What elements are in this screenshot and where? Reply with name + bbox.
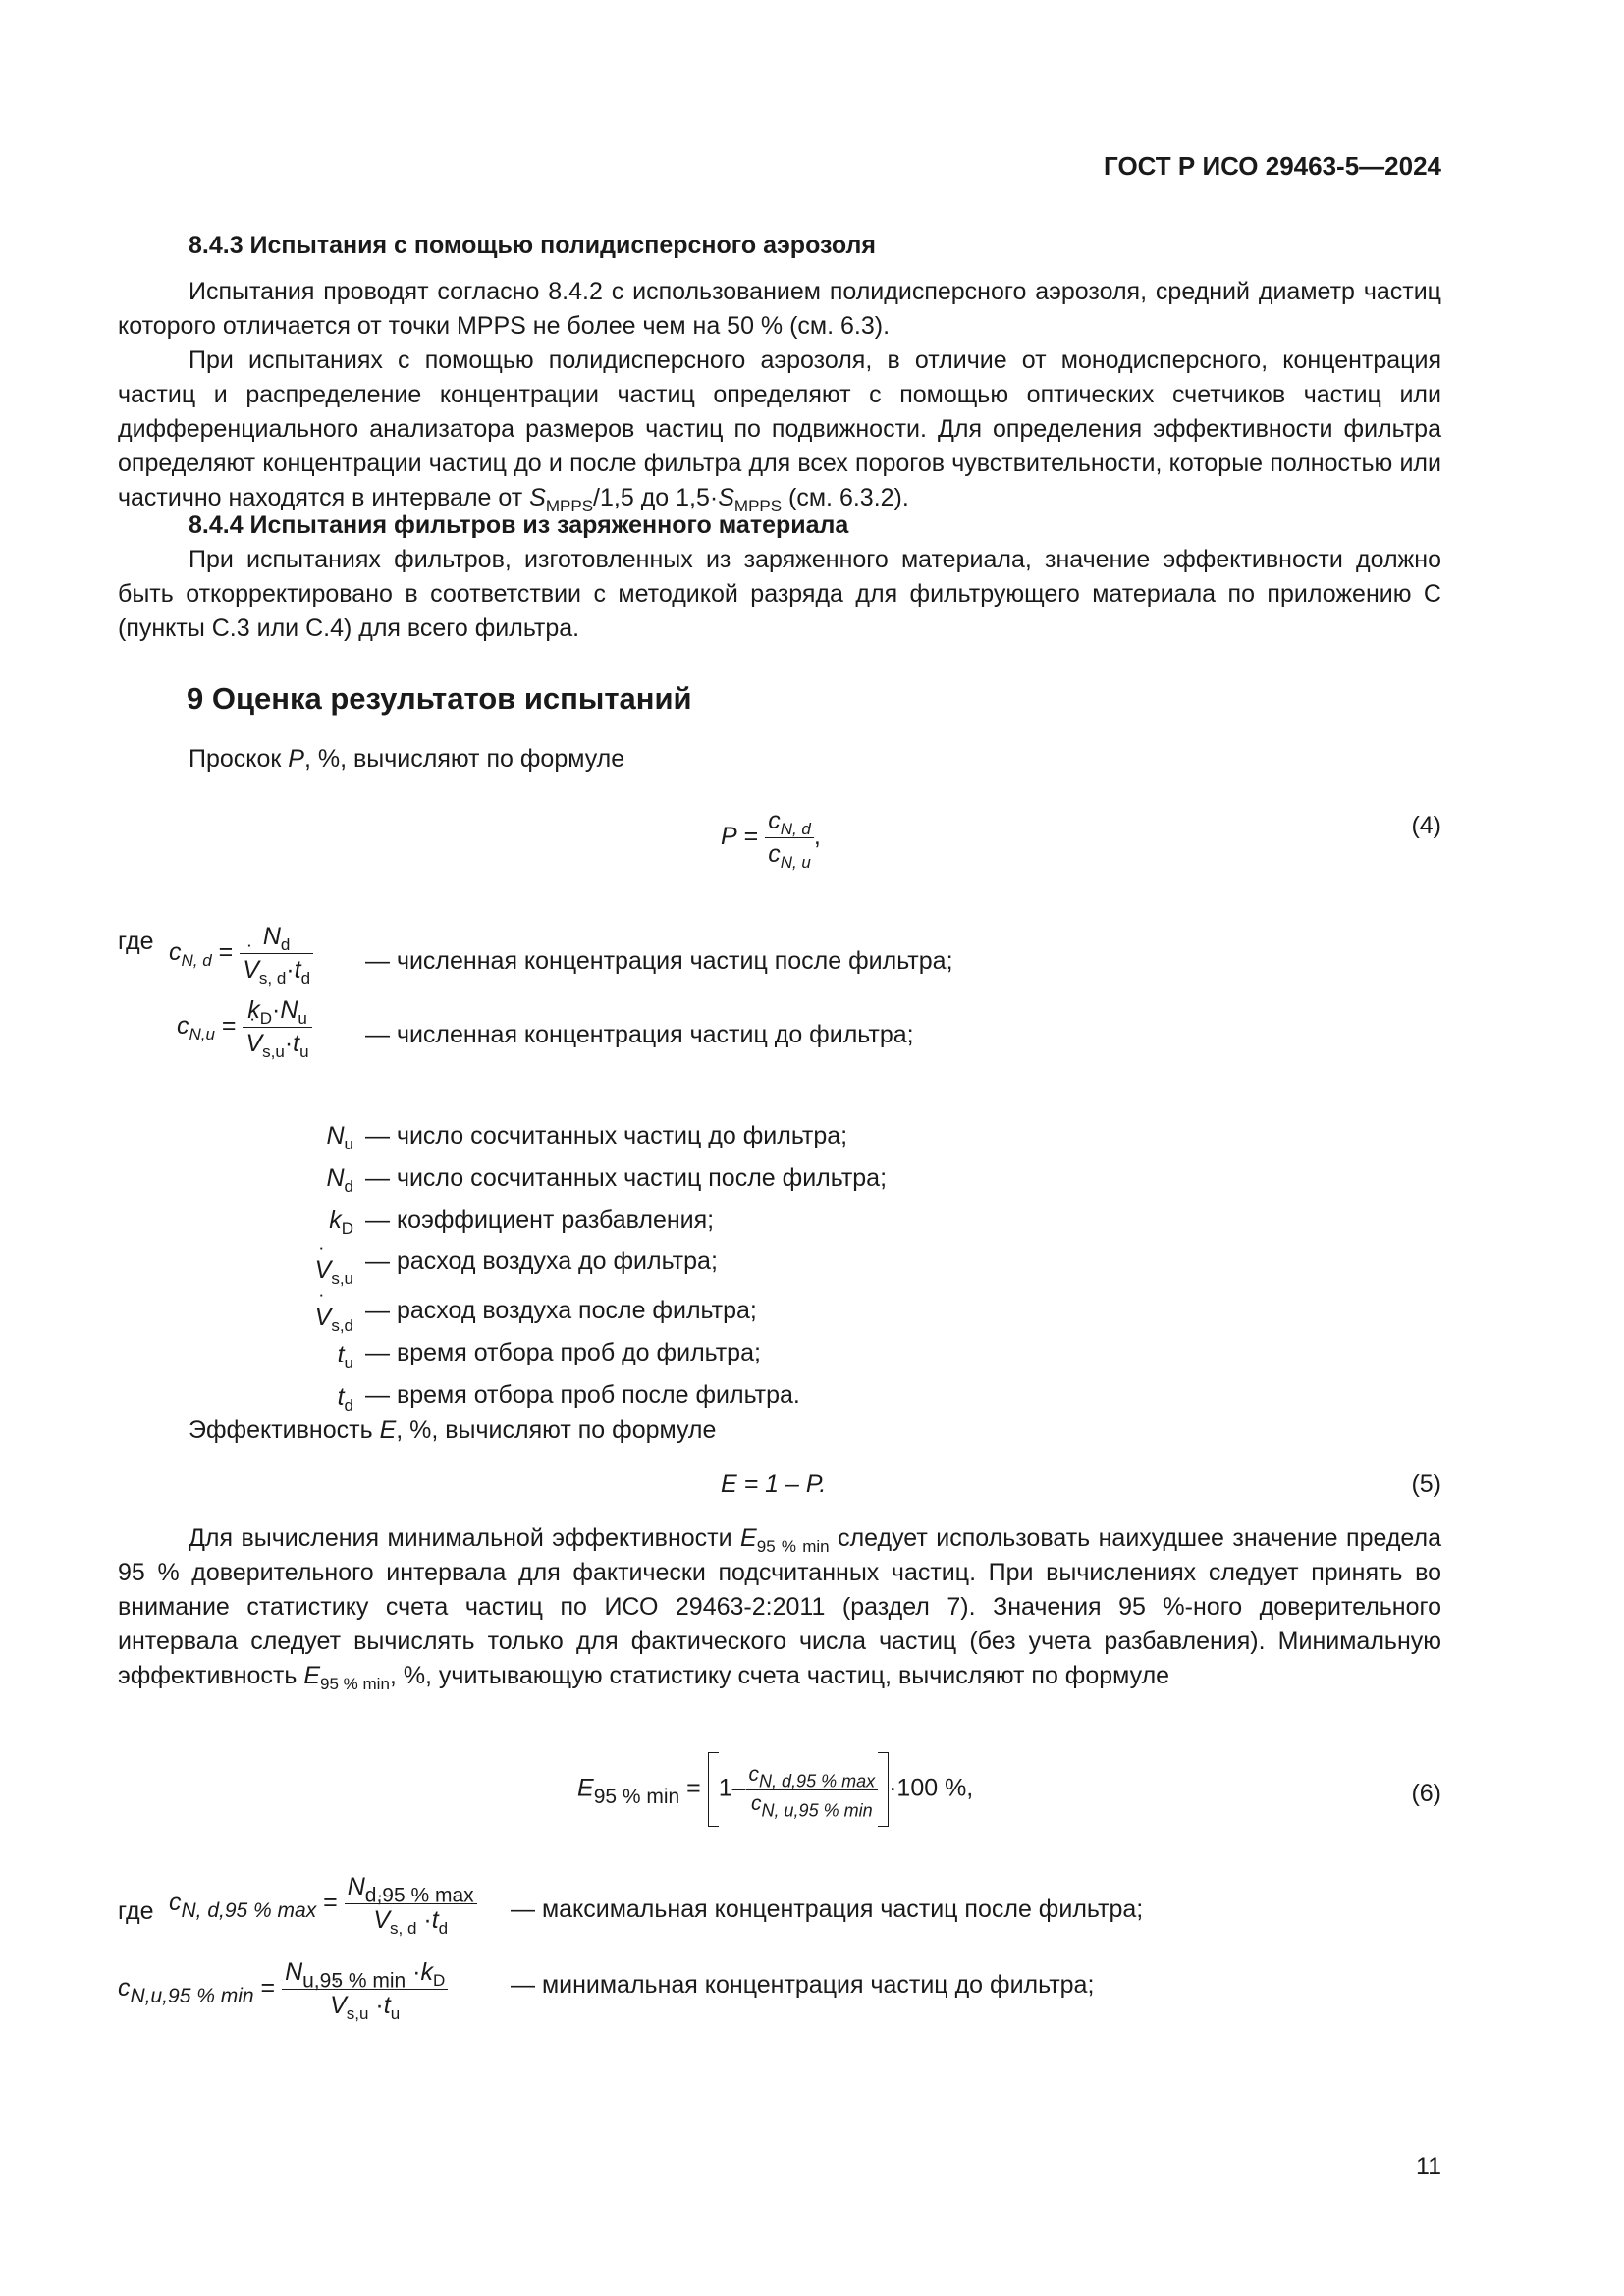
def-concentration-after: $c_{N, d}$ = $N_d$ ˙ $V_{s, d}\cdot t_d$ — [169, 923, 313, 985]
def-max-concentration: $c_{N, d,95 \% max}$ = $N_{d,95 \% max}$ ˙ $V_{s, d} \cdot t_d$ — [169, 1873, 477, 1935]
paragraph: При испытаниях фильтров, изготовленных из заряженного материала, значение эффективности должно быть откорректировано в соответствии с методикой разряда для фильтрующего материала по приложению С (пункты С.3 или С.4) для всего фильтра. — [118, 546, 1441, 642]
definition-row: $N_d$ — [326, 1164, 353, 1196]
efficiency-intro: Эффективность E, %, вычисляют по формуле — [189, 1416, 717, 1444]
min-efficiency-paragraph: Для вычисления минимальной эффективности $E_{95 \% min}$ следует использовать наихудшее значение предела 95 % доверительного интервала для фактически подсчитанных частиц. При вычислениях следует принять во внимание статистику счета частиц по ИСО 29463-2:2011 (раздел 7). Значения 95 %-ного доверительного интервала следует вычислять только для фактического числа частиц (без учета разбавления). Минимальную эффективность $E_{95 \% min}$, %, учитывающую статистику счета частиц, вычисляют по формуле — [118, 1524, 1441, 1693]
equation-4: P = $\frac{c_{N, d}}{c_{N, u}}$ , — [721, 807, 821, 872]
equation-4-number: (4) — [1411, 812, 1441, 839]
equation-6: $E_{95 \% min} = 1-$ $\frac{c_{N, d,95 \% max}}{c_{N, u,95 \% min}}$ ·100 %, — [577, 1752, 973, 1827]
definition-row: $k_D$ — [329, 1206, 353, 1238]
def-concentration-before-text: — численная концентрация частиц до фильтра; — [365, 1021, 914, 1048]
breakthrough-intro: Проскок P, %, вычисляют по формуле — [189, 745, 625, 773]
definition-text: — расход воздуха до фильтра; — [365, 1248, 718, 1275]
equation-4-fraction: $\frac{c_{N, d}}{c_{N, u}}$ — [765, 807, 814, 869]
where-label: где — [118, 928, 154, 955]
right-bracket — [878, 1752, 889, 1827]
section-8-4-3-title: 8.4.3 Испытания с помощью полидисперсного аэрозоля — [189, 232, 876, 259]
equation-5: E = 1 – P. — [721, 1470, 827, 1498]
section-9-title: 9 Оценка результатов испытаний — [187, 681, 692, 716]
definition-text: — число сосчитанных частиц до фильтра; — [365, 1122, 848, 1149]
equation-5-number: (5) — [1411, 1470, 1441, 1498]
def-concentration-before: $c_{N,u}$ = $k_D\cdot N_u$ ˙ $V_{s,u}\cdot t_u$ — [177, 996, 312, 1058]
paragraph: Испытания проводят согласно 8.4.2 с использованием полидисперсного аэрозоля, средний диаметр частиц которого отличается от точки MPPS не более чем на 50 % (см. 6.3). — [118, 278, 1441, 340]
equation-6-number: (6) — [1411, 1780, 1441, 1807]
definition-row: ˙ $V_{s,u}$ — [0, 1254, 353, 1289]
def-min-concentration-text: — минимальная концентрация частиц до фильтра; — [511, 1971, 1095, 1999]
definition-text: — расход воздуха после фильтра; — [365, 1297, 757, 1324]
def-min-concentration: $c_{N,u,95 \% min}$ = $N_{u,95 \% min} \cdot k_D$ ˙ $V_{s,u} \cdot t_u$ — [118, 1958, 448, 2020]
section-8-4-4-body — [118, 543, 1441, 646]
paragraph: При испытаниях с помощью полидисперсного аэрозоля, в отличие от монодисперсного, концентрация частиц и распределение концентрации частиц определяют с помощью оптических счетчиков частиц или дифференциального анализатора размеров частиц по подвижности. Для определения эффективности фильтра определяют концентрации частиц до и после фильтра для всех порогов чувствительности, которые полностью или частично находятся в интервале от $S_{MPPS}/1,5$ до $1,5\cdot S_{MPPS}$ (см. 6.3.2). — [118, 347, 1441, 515]
def-max-concentration-text: — максимальная концентрация частиц после фильтра; — [511, 1896, 1144, 1923]
section-8-4-3-body — [118, 275, 1441, 515]
definition-row: ˙ $V_{s,d}$ — [0, 1301, 353, 1336]
section-8-4-4-title: 8.4.4 Испытания фильтров из заряженного материала — [189, 511, 849, 539]
left-bracket — [708, 1752, 719, 1827]
definition-text: — число сосчитанных частиц после фильтра; — [365, 1164, 888, 1192]
definition-text: — коэффициент разбавления; — [365, 1206, 715, 1234]
definition-row: $t_u$ — [337, 1341, 353, 1372]
definition-text: — время отбора проб до фильтра; — [365, 1339, 761, 1366]
def-concentration-after-text: — численная концентрация частиц после фильтра; — [365, 947, 953, 975]
definition-text: — время отбора проб после фильтра. — [365, 1381, 800, 1409]
definition-row: $t_d$ — [337, 1383, 353, 1415]
document-id: ГОСТ Р ИСО 29463-5—2024 — [1104, 151, 1441, 181]
page-number: 11 — [1416, 2153, 1441, 2180]
where-label: где — [118, 1897, 154, 1925]
definition-row: $N_u$ — [326, 1122, 353, 1153]
